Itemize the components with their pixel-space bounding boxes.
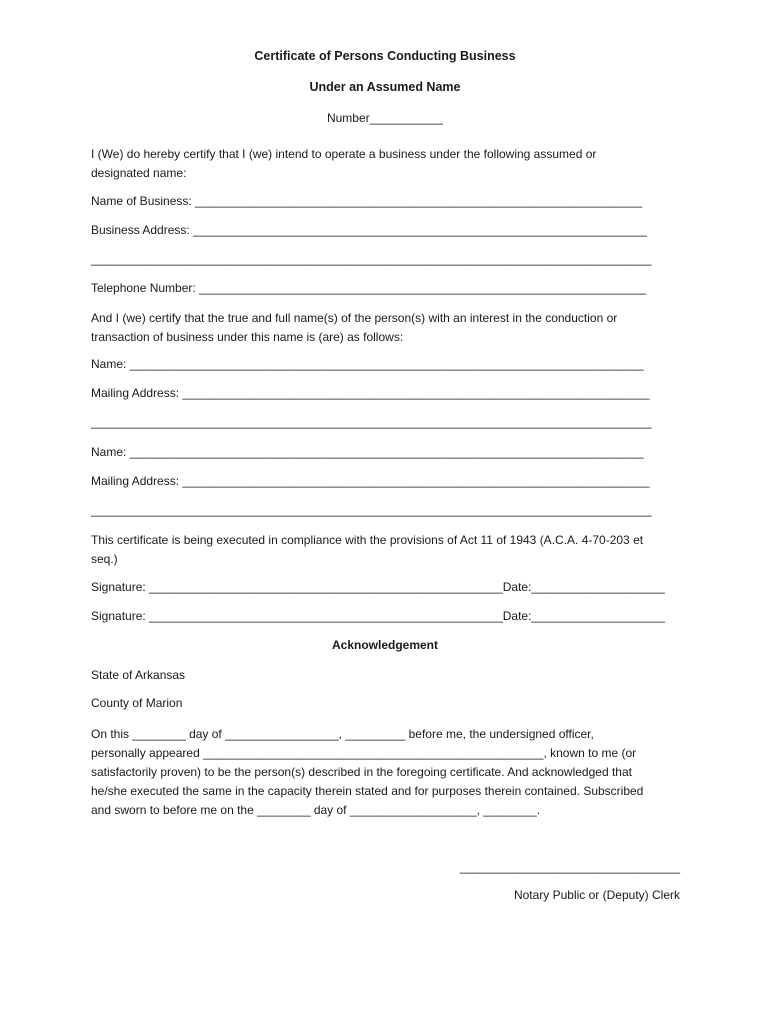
- number-line: ___________: [369, 111, 444, 125]
- document-title: Certificate of Persons Conducting Business: [254, 49, 516, 63]
- person-1-mailing-continuation: ____________________________________________________________________________________: [91, 415, 652, 429]
- business-address-field: Business Address: ____________________________________________________________________: [91, 223, 647, 237]
- persons-intro-line-1: And I (we) certify that the true and full name(s) of the person(s) with an interest in the conduction or: [91, 311, 618, 325]
- notary-signature-line: _________________________________: [459, 860, 680, 874]
- business-address-continuation: ____________________________________________________________________________________: [91, 252, 652, 266]
- signature-1-field: Signature: _____________________________________________________Date:____________________: [91, 580, 665, 594]
- person-2-mailing-address-field: Mailing Address: ______________________________________________________________________: [91, 474, 650, 488]
- state-line: State of Arkansas: [91, 668, 186, 682]
- name-of-business-field: Name of Business: ___________________________________________________________________: [91, 194, 643, 208]
- ack-para-line-4: he/she executed the same in the capacity therein stated and for purposes therein contained. Subscribed: [91, 784, 644, 798]
- ack-para-line-5: and sworn to before me on the ________ day of ___________________, ________.: [91, 803, 541, 817]
- ack-para-line-3: satisfactorily proven) to be the person(s) described in the foregoing certificate. And acknowledged that: [91, 765, 632, 779]
- ack-para-line-2: personally appeared ___________________________________________________, known to me (or: [91, 746, 637, 760]
- document-subtitle: Under an Assumed Name: [309, 80, 461, 94]
- person-1-name-field: Name: _____________________________________________________________________________: [91, 357, 644, 371]
- persons-intro-line-2: transaction of business under this name is (are) as follows:: [91, 330, 404, 344]
- acknowledgement-heading: Acknowledgement: [331, 638, 439, 652]
- person-2-name-field: Name: _____________________________________________________________________________: [91, 445, 644, 459]
- intro-line-2: designated name:: [91, 166, 187, 180]
- person-1-mailing-address-field: Mailing Address: ______________________________________________________________________: [91, 386, 650, 400]
- telephone-number-field: Telephone Number: ___________________________________________________________________: [91, 281, 647, 295]
- county-line: County of Marion: [91, 696, 183, 710]
- notary-label: Notary Public or (Deputy) Clerk: [513, 888, 680, 902]
- signature-2-field: Signature: _____________________________________________________Date:____________________: [91, 609, 665, 623]
- ack-para-line-1: On this ________ day of _________________, _________ before me, the undersigned officer,: [91, 727, 594, 741]
- intro-line-1: I (We) do hereby certify that I (we) intend to operate a business under the following assumed or: [91, 147, 597, 161]
- number-label: Number: [326, 111, 370, 125]
- certificate-number: [0, 111, 770, 125]
- compliance-line-2: seq.): [91, 552, 118, 566]
- person-2-mailing-continuation: ____________________________________________________________________________________: [91, 503, 652, 517]
- compliance-line-1: This certificate is being executed in compliance with the provisions of Act 11 of 1943 (A.C.A. 4-70-203 et: [91, 533, 644, 547]
